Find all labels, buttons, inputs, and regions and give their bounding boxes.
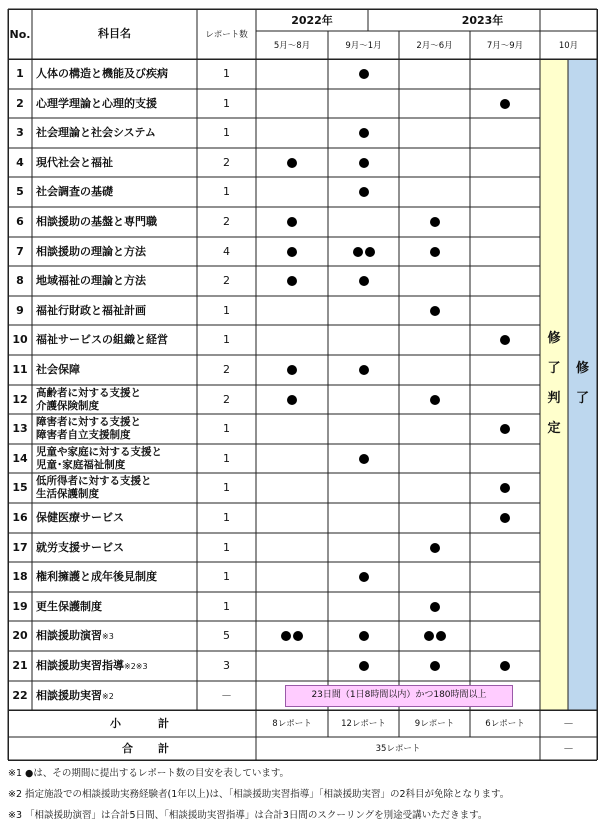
report-dot [287, 276, 297, 286]
header-year-2022: 2022年 [291, 14, 333, 27]
row-report-count: 1 [223, 570, 230, 583]
row-no: 6 [16, 215, 24, 228]
row-no: 3 [16, 126, 24, 139]
row-no: 15 [12, 481, 28, 494]
row-subject-line: 障害者に対する支援と [36, 416, 141, 428]
row-no: 18 [12, 570, 28, 583]
row-no: 20 [12, 629, 28, 642]
subject-name: 相談援助実習 [36, 688, 102, 702]
row-no: 16 [12, 511, 28, 524]
row-subject [36, 215, 157, 228]
report-dot [359, 187, 369, 197]
subject-name: 相談援助演習 [36, 629, 102, 642]
subject-name: 保健医療サービス [36, 511, 124, 524]
row-report-count: 5 [223, 629, 230, 642]
subject-name: 相談援助の基盤と専門職 [36, 215, 157, 228]
row-subject [36, 659, 148, 673]
row-subject [36, 629, 114, 643]
report-dot [430, 543, 440, 553]
header-period-5: 10月 [558, 41, 579, 51]
row-subject [36, 126, 156, 139]
report-dot [365, 247, 375, 257]
row-subject-line: 低所得者に対する支援と [36, 475, 152, 487]
completion-label-char: 了 [575, 391, 589, 406]
row-subject [36, 600, 102, 613]
row-subject-line: 児童や家庭に対する支援と [36, 446, 162, 458]
total-label-char: 計 [158, 741, 169, 755]
report-dot [359, 454, 369, 464]
row-subject [36, 541, 124, 554]
report-dot [359, 661, 369, 671]
row-no: 11 [12, 363, 28, 376]
report-dot [500, 661, 510, 671]
subject-name: 福祉サービスの組織と経営 [36, 333, 168, 346]
row-report-count: 3 [223, 659, 230, 672]
report-dot [287, 395, 297, 405]
row-subject-line: 児童･家庭福祉制度 [36, 458, 126, 471]
row-no: 12 [12, 392, 28, 406]
footnote-mark: ※3 [102, 632, 114, 641]
row-subject [36, 570, 157, 583]
judgment-label-char: 定 [547, 421, 561, 436]
row-subject [36, 689, 114, 703]
subject-name: 現代社会と福祉 [36, 155, 113, 169]
header-year-2023: 2023年 [461, 14, 504, 27]
subject-name: 社会調査の基礎 [36, 185, 113, 198]
report-dot [359, 158, 369, 168]
subtotal-label-char: 小 [110, 716, 121, 730]
row-no: 17 [12, 540, 28, 554]
completion-column-bg [568, 59, 597, 710]
footnote-1: ※1 ●は、その期間に提出するレポート数の目安を表しています。 [8, 768, 290, 779]
row-report-count: 1 [223, 511, 230, 524]
report-dot [500, 99, 510, 109]
row-no: 4 [16, 155, 24, 169]
report-dot [430, 247, 440, 257]
total-value: 35レポート [375, 743, 421, 754]
row-subject-line: 高齢者に対する支援と [36, 387, 141, 399]
footnote-mark: ※2 [102, 691, 114, 701]
subject-name: 人体の構造と機能及び疾病 [36, 67, 168, 80]
report-dot [430, 395, 440, 405]
row-no: 9 [16, 303, 24, 317]
row-no: 1 [16, 67, 24, 80]
footnote-2: ※2 指定施設での相談援助実務経験者(1年以上)は、「相談援助実習指導」「相談援助実習」の2科目が免除となります。 [8, 789, 510, 800]
row-no: 2 [16, 96, 24, 110]
judgment-label-char: 修 [547, 331, 561, 346]
subtotal-value: 9レポート [414, 718, 455, 729]
row-report-count: 1 [223, 303, 230, 317]
report-dot [500, 424, 510, 434]
row-subject [36, 97, 157, 110]
subject-name: 社会保障 [36, 363, 80, 376]
subject-name: 更生保護制度 [36, 599, 102, 613]
header-no: No. [9, 28, 31, 41]
report-dot [436, 631, 446, 641]
report-dot [287, 158, 297, 168]
header-period-3: 2月～6月 [416, 41, 453, 51]
footnote-mark: ※2※3 [124, 662, 148, 671]
judgment-label-char: 了 [547, 361, 561, 376]
row-subject [36, 511, 124, 524]
report-dot [359, 128, 369, 138]
row-subject [36, 363, 80, 376]
row-no: 22 [12, 688, 28, 702]
row-subject [36, 274, 146, 287]
report-dot [287, 217, 297, 227]
report-dot [359, 69, 369, 79]
report-dot [500, 513, 510, 523]
subject-name: 地域福祉の理論と方法 [36, 274, 146, 287]
report-dot [353, 247, 363, 257]
row-report-count: 1 [223, 67, 230, 80]
subtotal-value: 8レポート [272, 718, 312, 729]
report-dot [287, 247, 297, 257]
row-report-count: 1 [223, 185, 230, 198]
subject-name: 福祉行財政と福祉計画 [36, 303, 146, 317]
subject-name: 就労支援サービス [36, 540, 124, 554]
row-subject-line: 生活保護制度 [36, 487, 99, 500]
row-report-count: 1 [223, 599, 230, 613]
report-dot [359, 631, 369, 641]
row-report-count: 2 [223, 155, 230, 169]
subject-name: 心理学理論と心理的支援 [36, 96, 157, 110]
total-label-char: 合 [122, 741, 133, 755]
row-report-count: 2 [223, 392, 230, 406]
row-subject-line: 介護保険制度 [36, 399, 99, 412]
report-dot [430, 306, 440, 316]
footnote-3: ※3 「相談援助演習」は合計5日間、「相談援助実習指導」は合計3日間のスクーリングを別途受講いただきます。 [8, 810, 488, 821]
row-report-count: 4 [223, 244, 230, 258]
report-dot [500, 483, 510, 493]
report-dot [359, 276, 369, 286]
report-dot [430, 661, 440, 671]
row-report-count: 1 [223, 333, 230, 346]
row-subject [36, 304, 146, 317]
header-subject: 科目名 [98, 27, 131, 40]
row-subject-line: 障害者自立支援制度 [36, 428, 131, 441]
row-no: 19 [12, 599, 28, 613]
row-report-count: 1 [223, 481, 230, 494]
subject-name: 相談援助の理論と方法 [36, 244, 146, 258]
row-report-count: 2 [223, 363, 230, 376]
row-subject [36, 333, 168, 346]
row-no: 5 [16, 185, 24, 198]
report-dot [430, 602, 440, 612]
report-dot [293, 631, 303, 641]
row-report-count: 1 [223, 96, 230, 110]
row-report-count: 1 [223, 451, 230, 465]
subtotal-last: － [563, 716, 574, 730]
report-dot [424, 631, 434, 641]
row-no: 13 [12, 422, 28, 435]
subject-name: 社会理論と社会システム [36, 126, 156, 139]
row-no: 14 [12, 451, 28, 465]
judgment-column-bg [540, 59, 568, 710]
completion-label-char: 修 [575, 361, 589, 376]
report-dot [500, 335, 510, 345]
row-report-count: 2 [223, 274, 230, 287]
subject-name: 権利擁護と成年後見制度 [36, 570, 157, 583]
row-report-count: 1 [223, 126, 230, 139]
subject-name: 相談援助実習指導 [36, 659, 124, 672]
row-report-count: 1 [223, 422, 230, 435]
report-dot [430, 217, 440, 227]
row-no: 10 [12, 333, 28, 346]
row-report-count: － [221, 688, 232, 702]
row-report-count: 2 [223, 215, 230, 228]
row-subject [36, 245, 146, 258]
subtotal-value: 6レポート [485, 718, 525, 729]
row-report-count: 1 [223, 540, 230, 554]
header-report-count: レポート数 [205, 30, 248, 40]
practicum-duration-note: 23日間（1日8時間以内）かつ180時間以上 [285, 685, 513, 707]
row-no: 8 [16, 274, 24, 287]
report-dot [359, 365, 369, 375]
report-dot [359, 572, 369, 582]
subtotal-label-char: 計 [158, 716, 169, 730]
header-period-1: 5月～8月 [273, 41, 311, 51]
row-no: 21 [12, 659, 28, 672]
report-dot [287, 365, 297, 375]
header-period-4: 7月～9月 [486, 41, 524, 51]
row-subject [36, 156, 113, 169]
total-last: － [563, 741, 574, 755]
subtotal-value: 12レポート [341, 718, 386, 729]
report-dot [281, 631, 291, 641]
row-no: 7 [16, 244, 24, 258]
row-subject [36, 185, 113, 198]
judgment-label-char: 判 [547, 391, 561, 406]
row-subject [36, 67, 168, 80]
header-period-2: 9月～1月 [345, 41, 382, 51]
